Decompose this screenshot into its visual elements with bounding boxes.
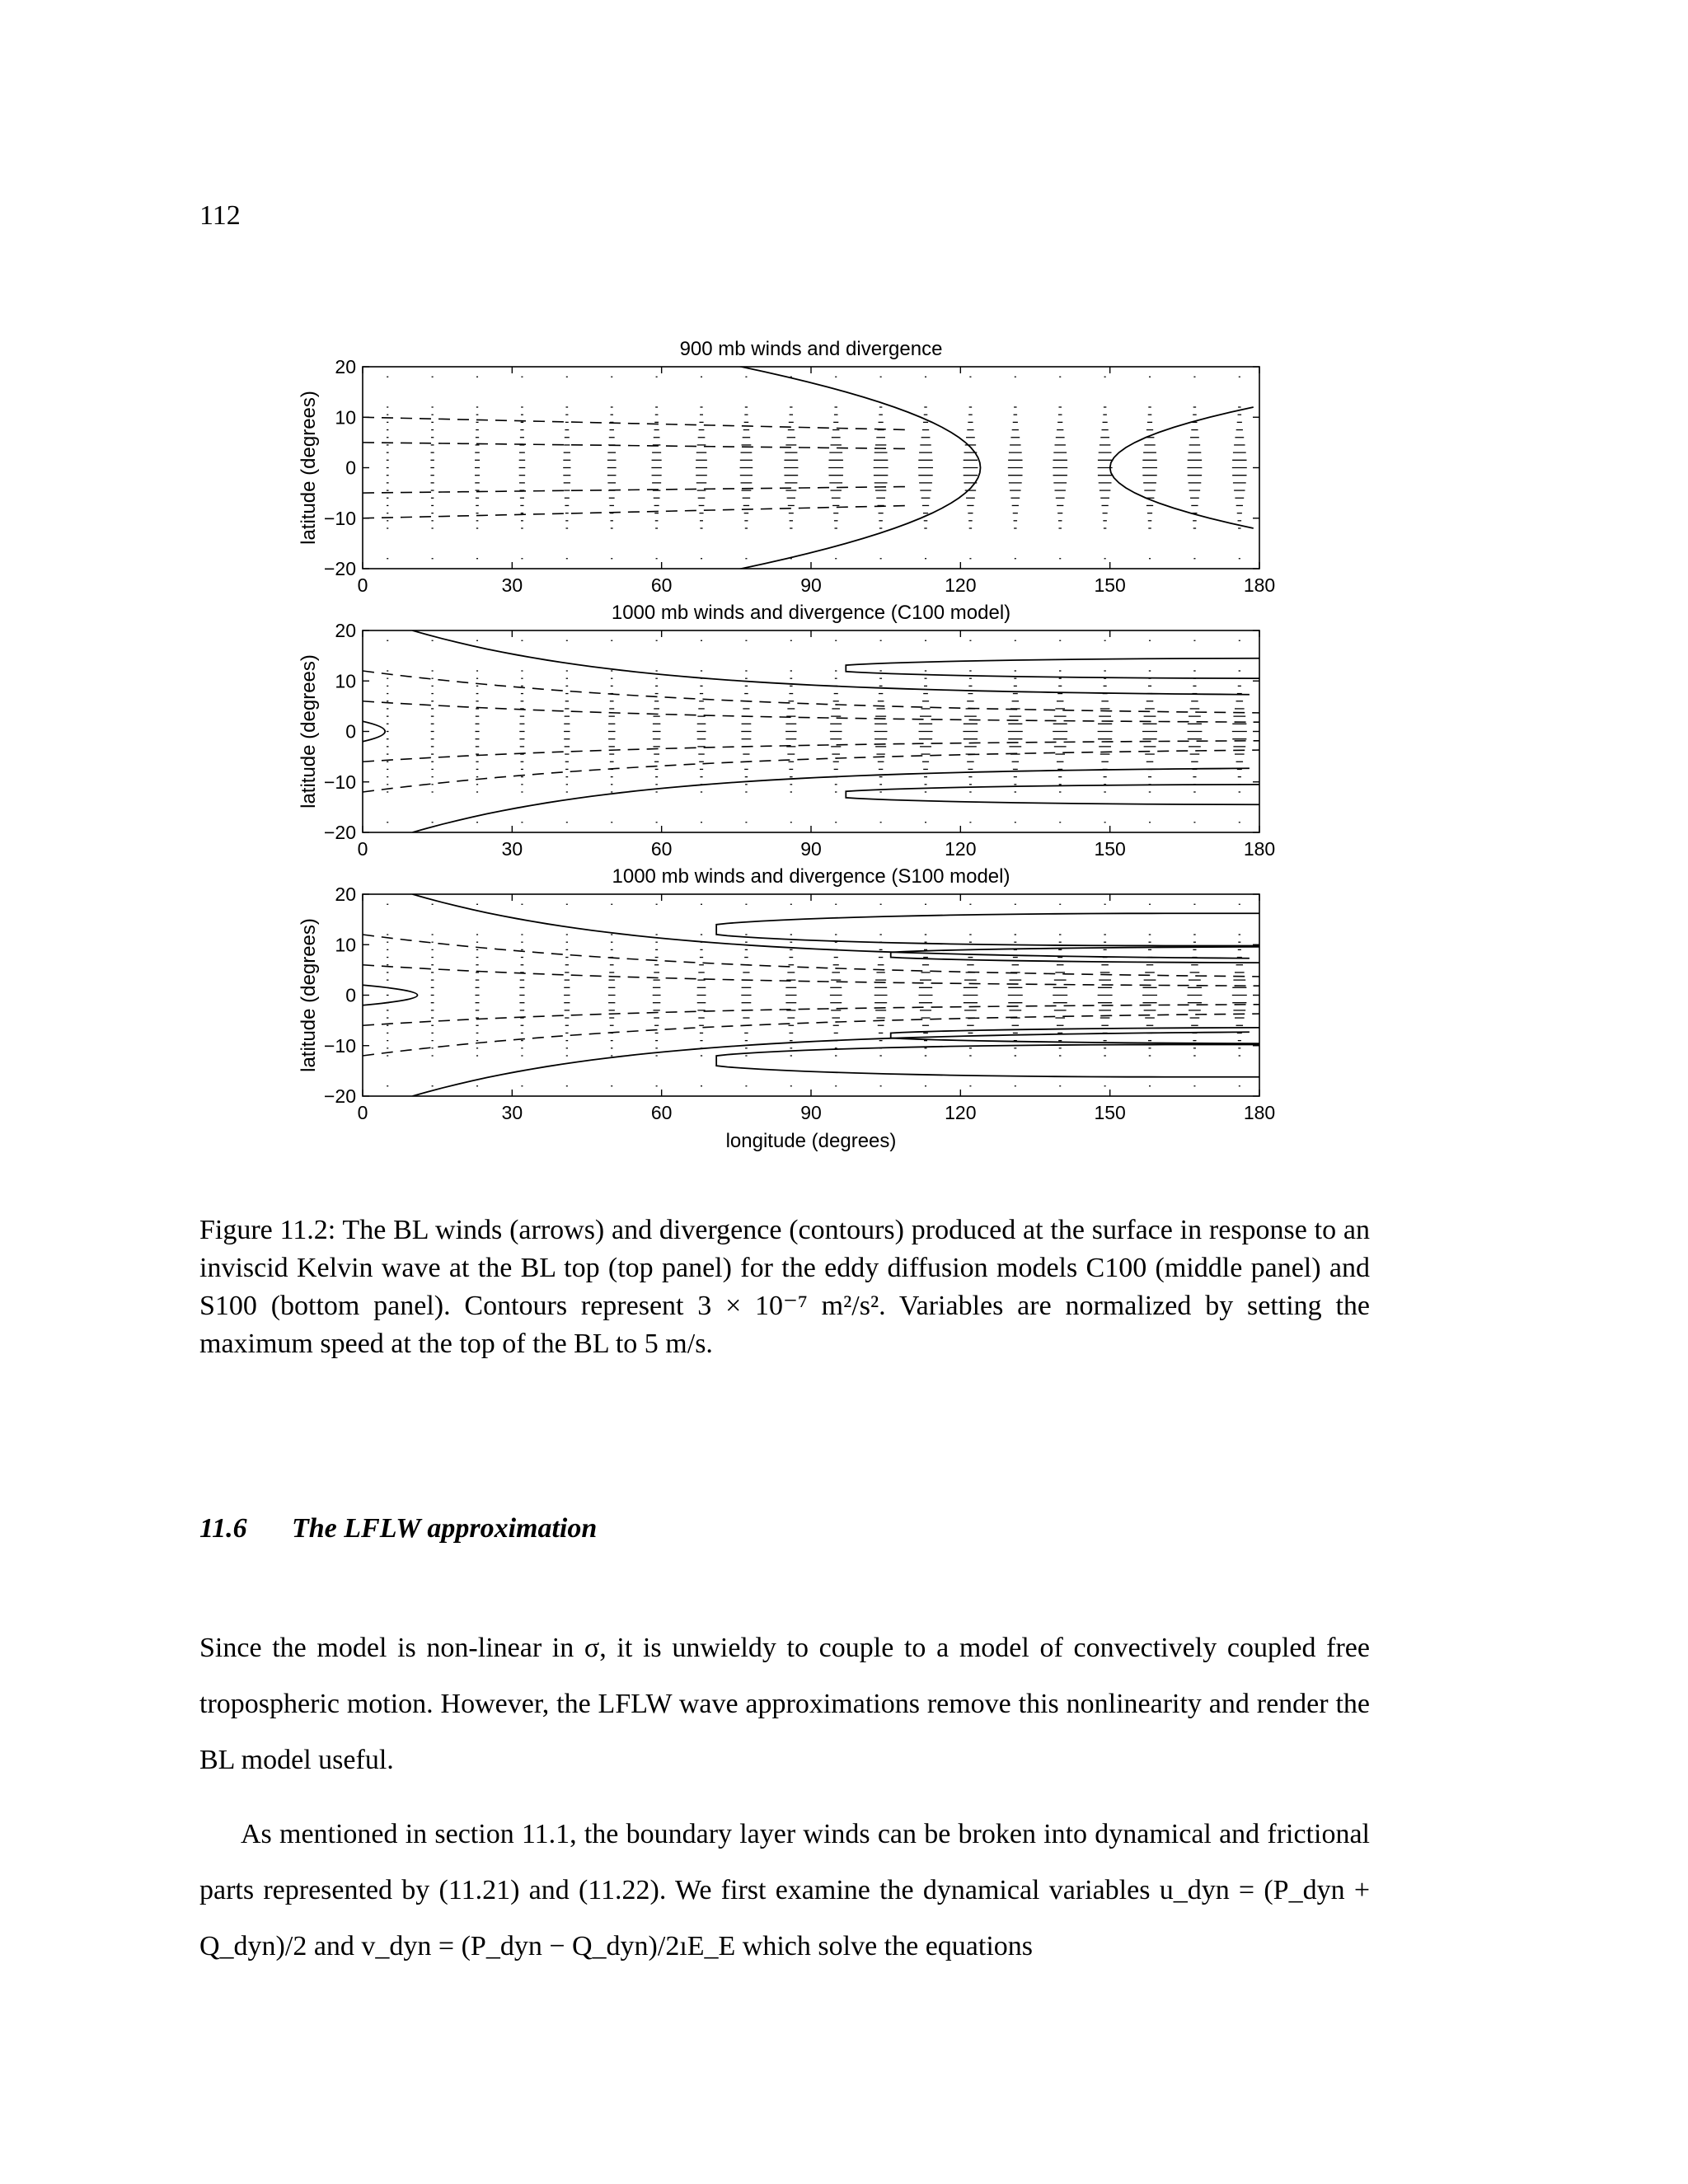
divergence-contour-dashed xyxy=(363,505,911,518)
y-tick-label: −10 xyxy=(323,507,356,529)
y-tick-label: 20 xyxy=(335,620,356,641)
paragraph-2: As mentioned in section 11.1, the boundary layer winds can be broken into dynamical and frictional parts represented by (11.21) and (11.22). We first examine the dynamical variables u_dyn = (P_dyn + Q_dyn)/2 and v_dyn = (P_dyn − Q_dyn)/2ıE_E which solve the equations xyxy=(199,1819,1370,1961)
x-tick-label: 60 xyxy=(650,838,673,860)
x-tick-label: 30 xyxy=(501,838,523,860)
x-tick-label: 90 xyxy=(800,1102,822,1123)
divergence-contour-dashed xyxy=(363,417,911,429)
y-tick-label: 10 xyxy=(335,670,356,692)
y-tick-label: 10 xyxy=(335,406,356,429)
x-tick-label: 90 xyxy=(800,838,822,860)
x-tick-label: 150 xyxy=(1094,1102,1126,1123)
y-tick-label: 10 xyxy=(335,934,356,956)
x-tick-label: 0 xyxy=(357,574,368,596)
divergence-contour-solid xyxy=(412,894,1249,958)
divergence-contour-solid xyxy=(412,630,1249,695)
divergence-contour-solid xyxy=(412,1032,1249,1096)
panel-title-2: 1000 mb winds and divergence (C100 model) xyxy=(611,602,1011,624)
panel-frame-2 xyxy=(363,630,1259,832)
section-heading xyxy=(199,1513,597,1544)
divergence-contour-solid xyxy=(412,768,1249,832)
x-tick-label: 30 xyxy=(501,574,523,596)
divergence-contour-dashed xyxy=(363,486,911,493)
section-title: The LFLW approximation xyxy=(292,1513,598,1544)
figure-11-2 xyxy=(280,326,1302,1166)
divergence-contour-loop xyxy=(716,913,1284,945)
x-tick-label: 180 xyxy=(1243,1102,1276,1123)
x-axis-label: longitude (degrees) xyxy=(725,1130,897,1152)
y-tick-label: 20 xyxy=(335,356,356,377)
x-tick-label: 180 xyxy=(1243,838,1276,860)
y-tick-label: 0 xyxy=(345,984,356,1006)
panel-title-1: 900 mb winds and divergence xyxy=(679,338,943,360)
page-number: 112 xyxy=(199,200,241,231)
y-axis-label-3: latitude (degrees) xyxy=(298,918,320,1072)
x-tick-label: 0 xyxy=(357,1102,368,1123)
x-tick-label: 30 xyxy=(501,1102,523,1123)
x-tick-label: 60 xyxy=(650,574,673,596)
x-tick-label: 60 xyxy=(650,1102,673,1123)
x-tick-label: 0 xyxy=(357,838,368,860)
y-tick-label: 0 xyxy=(345,720,356,743)
paragraph-1: Since the model is non-linear in σ, it is unwieldy to couple to a model of convectively coupled free tropospheric motion. However, the LFLW wave approximations remove this nonlinearity and render the BL model useful. xyxy=(199,1633,1370,1775)
figure-caption: Figure 11.2: The BL winds (arrows) and divergence (contours) produced at the surface in response to an inviscid Kelvin wave at the BL top (top panel) for the eddy diffusion models C100 (middle panel) and S100 (bottom panel). Contours represent 3 × 10⁻⁷ m²/s². Variables are normalized by setting the maximum speed at the top of the BL to 5 m/s. xyxy=(199,1215,1370,1359)
panel-plot-area-1 xyxy=(363,357,1254,579)
x-tick-label: 180 xyxy=(1243,574,1276,596)
panel-plot-area-2 xyxy=(363,630,1294,832)
divergence-contour-loop xyxy=(846,658,1294,679)
y-tick-label: −20 xyxy=(323,822,356,843)
panel-frame-3 xyxy=(363,894,1259,1096)
y-tick-label: −20 xyxy=(323,1085,356,1107)
y-axis-label-2: latitude (degrees) xyxy=(298,654,320,808)
panel-title-3: 1000 mb winds and divergence (S100 model) xyxy=(612,865,1010,888)
divergence-contour-loop xyxy=(846,785,1294,805)
y-tick-label: −20 xyxy=(323,558,356,579)
divergence-contour-loop xyxy=(891,947,1302,963)
divergence-contour-solid xyxy=(363,985,417,1005)
panel-frame-1 xyxy=(363,367,1259,569)
divergence-contour-solid xyxy=(1110,407,1254,528)
divergence-contour-dashed xyxy=(363,443,911,449)
x-tick-label: 150 xyxy=(1094,838,1126,860)
section-number: 11.6 xyxy=(199,1513,247,1544)
x-tick-label: 120 xyxy=(945,1102,977,1123)
x-tick-label: 120 xyxy=(945,574,977,596)
divergence-contour-loop xyxy=(891,1028,1302,1044)
y-tick-label: −10 xyxy=(323,771,356,793)
x-tick-label: 90 xyxy=(800,574,822,596)
x-tick-label: 120 xyxy=(945,838,977,860)
y-tick-label: 20 xyxy=(335,883,356,905)
panel-plot-area-3 xyxy=(363,894,1302,1096)
divergence-contour-loop xyxy=(716,1045,1284,1077)
y-tick-label: −10 xyxy=(323,1034,356,1057)
y-axis-label-1: latitude (degrees) xyxy=(298,391,320,545)
y-tick-label: 0 xyxy=(345,457,356,479)
x-tick-label: 150 xyxy=(1094,574,1126,596)
